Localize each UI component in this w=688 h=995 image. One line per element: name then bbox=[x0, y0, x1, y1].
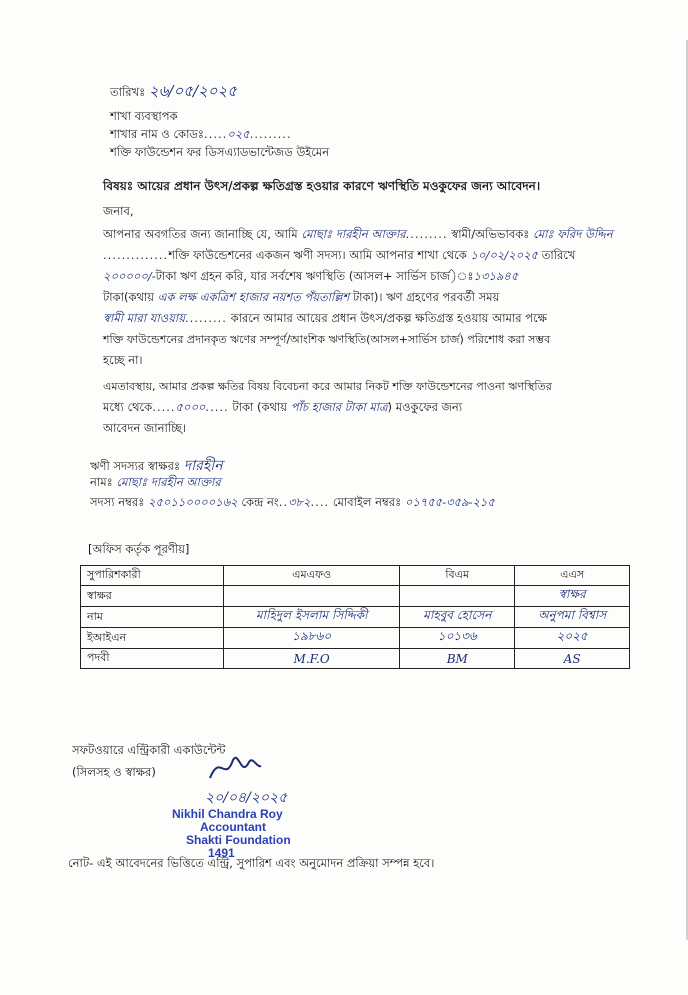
office-cell: M.F.O bbox=[224, 649, 400, 669]
para1-text: টাকা)। ঋণ গ্রহণের পরবর্তী সময় bbox=[352, 290, 500, 304]
office-row-label: ইআইএন bbox=[81, 628, 224, 649]
accountant-date: ২০/০৪/২০২৫ bbox=[205, 790, 288, 806]
office-cell bbox=[400, 586, 515, 607]
waive-amount: ৫০০০ bbox=[175, 400, 206, 414]
para2-line-1: এমতাবস্থায়, আমার প্রকল্প ক্ষতির বিষয় বিবেচনা করে আমার নিকট শক্তি ফাউন্ডেশনের পাওনা ঋণস্থিতির bbox=[103, 380, 552, 393]
loss-cause: স্বামী মারা যাওয়ায় bbox=[103, 311, 186, 325]
subject-text: আয়ের প্রধান উৎস/প্রকল্প ক্ষতিগ্রস্ত হওয়ার কারণে ঋণস্থিতি মওকুফের জন্য আবেদন। bbox=[137, 179, 541, 193]
office-col-recommender: সুপারিশকারী bbox=[81, 566, 224, 586]
office-cell: ১৯৮৬০ bbox=[224, 628, 400, 649]
accountant-stamp bbox=[172, 808, 291, 860]
para1-text: টাকা(কথায় bbox=[103, 290, 155, 304]
office-row-ein bbox=[81, 628, 630, 649]
para2-line-3: আবেদন জানাচ্ছি। bbox=[103, 421, 187, 435]
para1-line-1: আপনার অবগতির জন্য জানাচ্ছি যে, আমি মোছাঃ দারহীন আক্তার......... স্বামী/অভিভাবকঃ মোঃ ফরিদ উদ্দিন bbox=[103, 227, 613, 241]
office-col-as: এএস bbox=[515, 566, 630, 586]
date-line bbox=[110, 80, 237, 105]
center-number: ৩৮২ bbox=[288, 495, 311, 509]
office-row-label: পদবী bbox=[81, 649, 224, 669]
office-cell: ২০২৫ bbox=[515, 628, 630, 649]
member-name-label: নামঃ bbox=[90, 475, 113, 489]
mobile-number: ০১৭৫৫-৩৫৯-২১৫ bbox=[404, 495, 495, 509]
para1-text: তারিখে bbox=[541, 248, 576, 262]
para1-line-5: স্বামী মারা যাওয়ায়......... কারনে আমার আয়ের প্রধান উৎস/প্রকল্প ক্ষতিগ্রস্ত হওয়ায় আমার পক্ষে bbox=[103, 311, 547, 325]
loan-amount: ২০০০০০/- bbox=[103, 269, 156, 283]
member-number: ২৫০১১০০০০১৬২ bbox=[147, 495, 238, 509]
member-name-line bbox=[90, 474, 221, 493]
accountant-signature-mark bbox=[205, 748, 265, 788]
para1-text: শক্তি ফাউন্ডেশনের একজন ঋণী সদস্য। আমি আপনার শাখা থেকে bbox=[168, 248, 467, 262]
guardian-name: মোঃ ফরিদ উদ্দিন bbox=[533, 227, 613, 241]
recipient-line-1: শাখা ব্যবস্থাপক bbox=[110, 109, 178, 123]
para1-line-3 bbox=[103, 268, 518, 287]
office-cell: অনুপমা বিশ্বাস bbox=[515, 607, 630, 628]
office-heading: [অফিস কর্তৃক পূরণীয়] bbox=[88, 542, 190, 556]
stamp-code: 1491 bbox=[208, 846, 235, 860]
recipient-line-3: শক্তি ফাউন্ডেশন ফর ডিসএ্যাডভান্টেজড উইমেন bbox=[110, 145, 330, 159]
stamp-org: Shakti Foundation bbox=[186, 833, 291, 847]
office-row-label: স্বাক্ষর bbox=[81, 586, 224, 607]
branch-code: ০২৫ bbox=[227, 127, 250, 141]
para1-line-7: হচ্ছে না। bbox=[103, 353, 143, 367]
para1-text: কারনে আমার আয়ের প্রধান উৎস/প্রকল্প ক্ষতিগ্রস্ত হওয়ায় আমার পক্ষে bbox=[230, 311, 547, 325]
mobile-label: মোবাইল নম্বরঃ bbox=[332, 495, 402, 509]
stamp-title: Accountant bbox=[200, 820, 266, 834]
office-header-row bbox=[81, 566, 630, 586]
para1-text: টাকা ঋণ গ্রহন করি, যার সর্বশেষ ঋণস্থিতি (আসল+ সার্ভিস চার্জ)ঃ bbox=[155, 269, 474, 283]
date-value: ২৬/০৫/২০২৫ bbox=[148, 82, 238, 100]
office-col-mfo: এমএফও bbox=[224, 566, 400, 586]
date-label: তারিখঃ bbox=[110, 85, 146, 99]
guardian-label: স্বামী/অভিভাবকঃ bbox=[451, 227, 530, 241]
office-table bbox=[80, 565, 630, 669]
office-row-label: নাম bbox=[81, 607, 224, 628]
waive-in-words: পাঁচ হাজার টাকা মাত্র bbox=[290, 400, 388, 414]
office-cell: মাহিদুল ইসলাম সিদ্দিকী bbox=[224, 607, 400, 628]
balance-in-words: এক লক্ষ একত্রিশ হাজার নয়শত পঁয়তাল্লিশ bbox=[157, 290, 350, 304]
office-cell-signature: স্বাক্ষর bbox=[515, 586, 630, 607]
para2-line-2: মধ্যে থেকে.....৫০০০..... টাকা (কথায় পাঁচ হাজার টাকা মাত্র) মওকুফের জন্য bbox=[103, 400, 463, 414]
accountant-line-1: সফটওয়ারে এন্ট্রিকারী একাউন্টেন্ট bbox=[72, 743, 226, 757]
office-row-designation bbox=[81, 649, 630, 669]
office-cell: মাহবুব হোসেন bbox=[400, 607, 515, 628]
office-col-bm: বিএম bbox=[400, 566, 515, 586]
office-cell: AS bbox=[515, 649, 630, 669]
branch-label: শাখার নাম ও কোডঃ bbox=[110, 127, 205, 141]
subject-label: বিষয়ঃ bbox=[103, 179, 134, 193]
stamp-name: Nikhil Chandra Roy bbox=[172, 807, 283, 821]
loan-balance: ১৩১৯৪৫ bbox=[473, 269, 519, 283]
office-cell: BM bbox=[400, 649, 515, 669]
center-label: কেন্দ্র নং bbox=[241, 495, 279, 509]
footer-note: নোট- এই আবেদনের ভিত্তিতে এন্ট্রি, সুপারিশ এবং অনুমোদন প্রক্রিয়া সম্পন্ন হবে। bbox=[68, 856, 435, 870]
member-no-label: সদস্য নম্বরঃ bbox=[90, 495, 145, 509]
member-sign-label: ঋণী সদস্যর স্বাক্ষরঃ bbox=[90, 459, 181, 473]
subject-line bbox=[103, 178, 540, 198]
para1-line-2: ..............শক্তি ফাউন্ডেশনের একজন ঋণী সদস্য। আমি আপনার শাখা থেকে ১০/০২/২০২৫ তারিখে bbox=[103, 248, 576, 262]
member-name: মোছাঃ দারহীন আক্তার bbox=[116, 475, 221, 489]
recipient-line-2: শাখার নাম ও কোডঃ.....০২৫......... bbox=[110, 127, 292, 141]
para2-text: টাকা (কথায় bbox=[232, 400, 288, 414]
office-row-name bbox=[81, 607, 630, 628]
office-row-signature bbox=[81, 586, 630, 607]
office-cell: ১০১৩৬ bbox=[400, 628, 515, 649]
member-signature: দারহীন bbox=[183, 458, 223, 474]
salutation: জনাব, bbox=[103, 204, 134, 218]
member-number-line: সদস্য নম্বরঃ ২৫০১১০০০০১৬২ কেন্দ্র নং..৩৮২.... মোবাইল নম্বরঃ ০১৭৫৫-৩৫৯-২১৫ bbox=[90, 495, 495, 509]
para1-text: আপনার অবগতির জন্য জানাচ্ছি যে, আমি bbox=[103, 227, 298, 241]
para1-line-6: শক্তি ফাউন্ডেশনের প্রদানকৃত ঋণের সম্পূর্ণ/আংশিক ঋণস্থিতি(আসল+সার্ভিস চার্জ) পরিশোধ করা সম্ভব bbox=[103, 333, 551, 346]
para2-text: ) মওকুফের জন্য bbox=[387, 400, 463, 414]
accountant-line-2: (সিলসহ ও স্বাক্ষর) bbox=[72, 765, 156, 779]
para2-text: মধ্যে থেকে bbox=[103, 400, 153, 414]
office-cell bbox=[224, 586, 400, 607]
applicant-name: মোছাঃ দারহীন আক্তার bbox=[301, 227, 406, 241]
para1-line-4 bbox=[103, 289, 499, 308]
loan-date: ১০/০২/২০২৫ bbox=[470, 248, 539, 262]
